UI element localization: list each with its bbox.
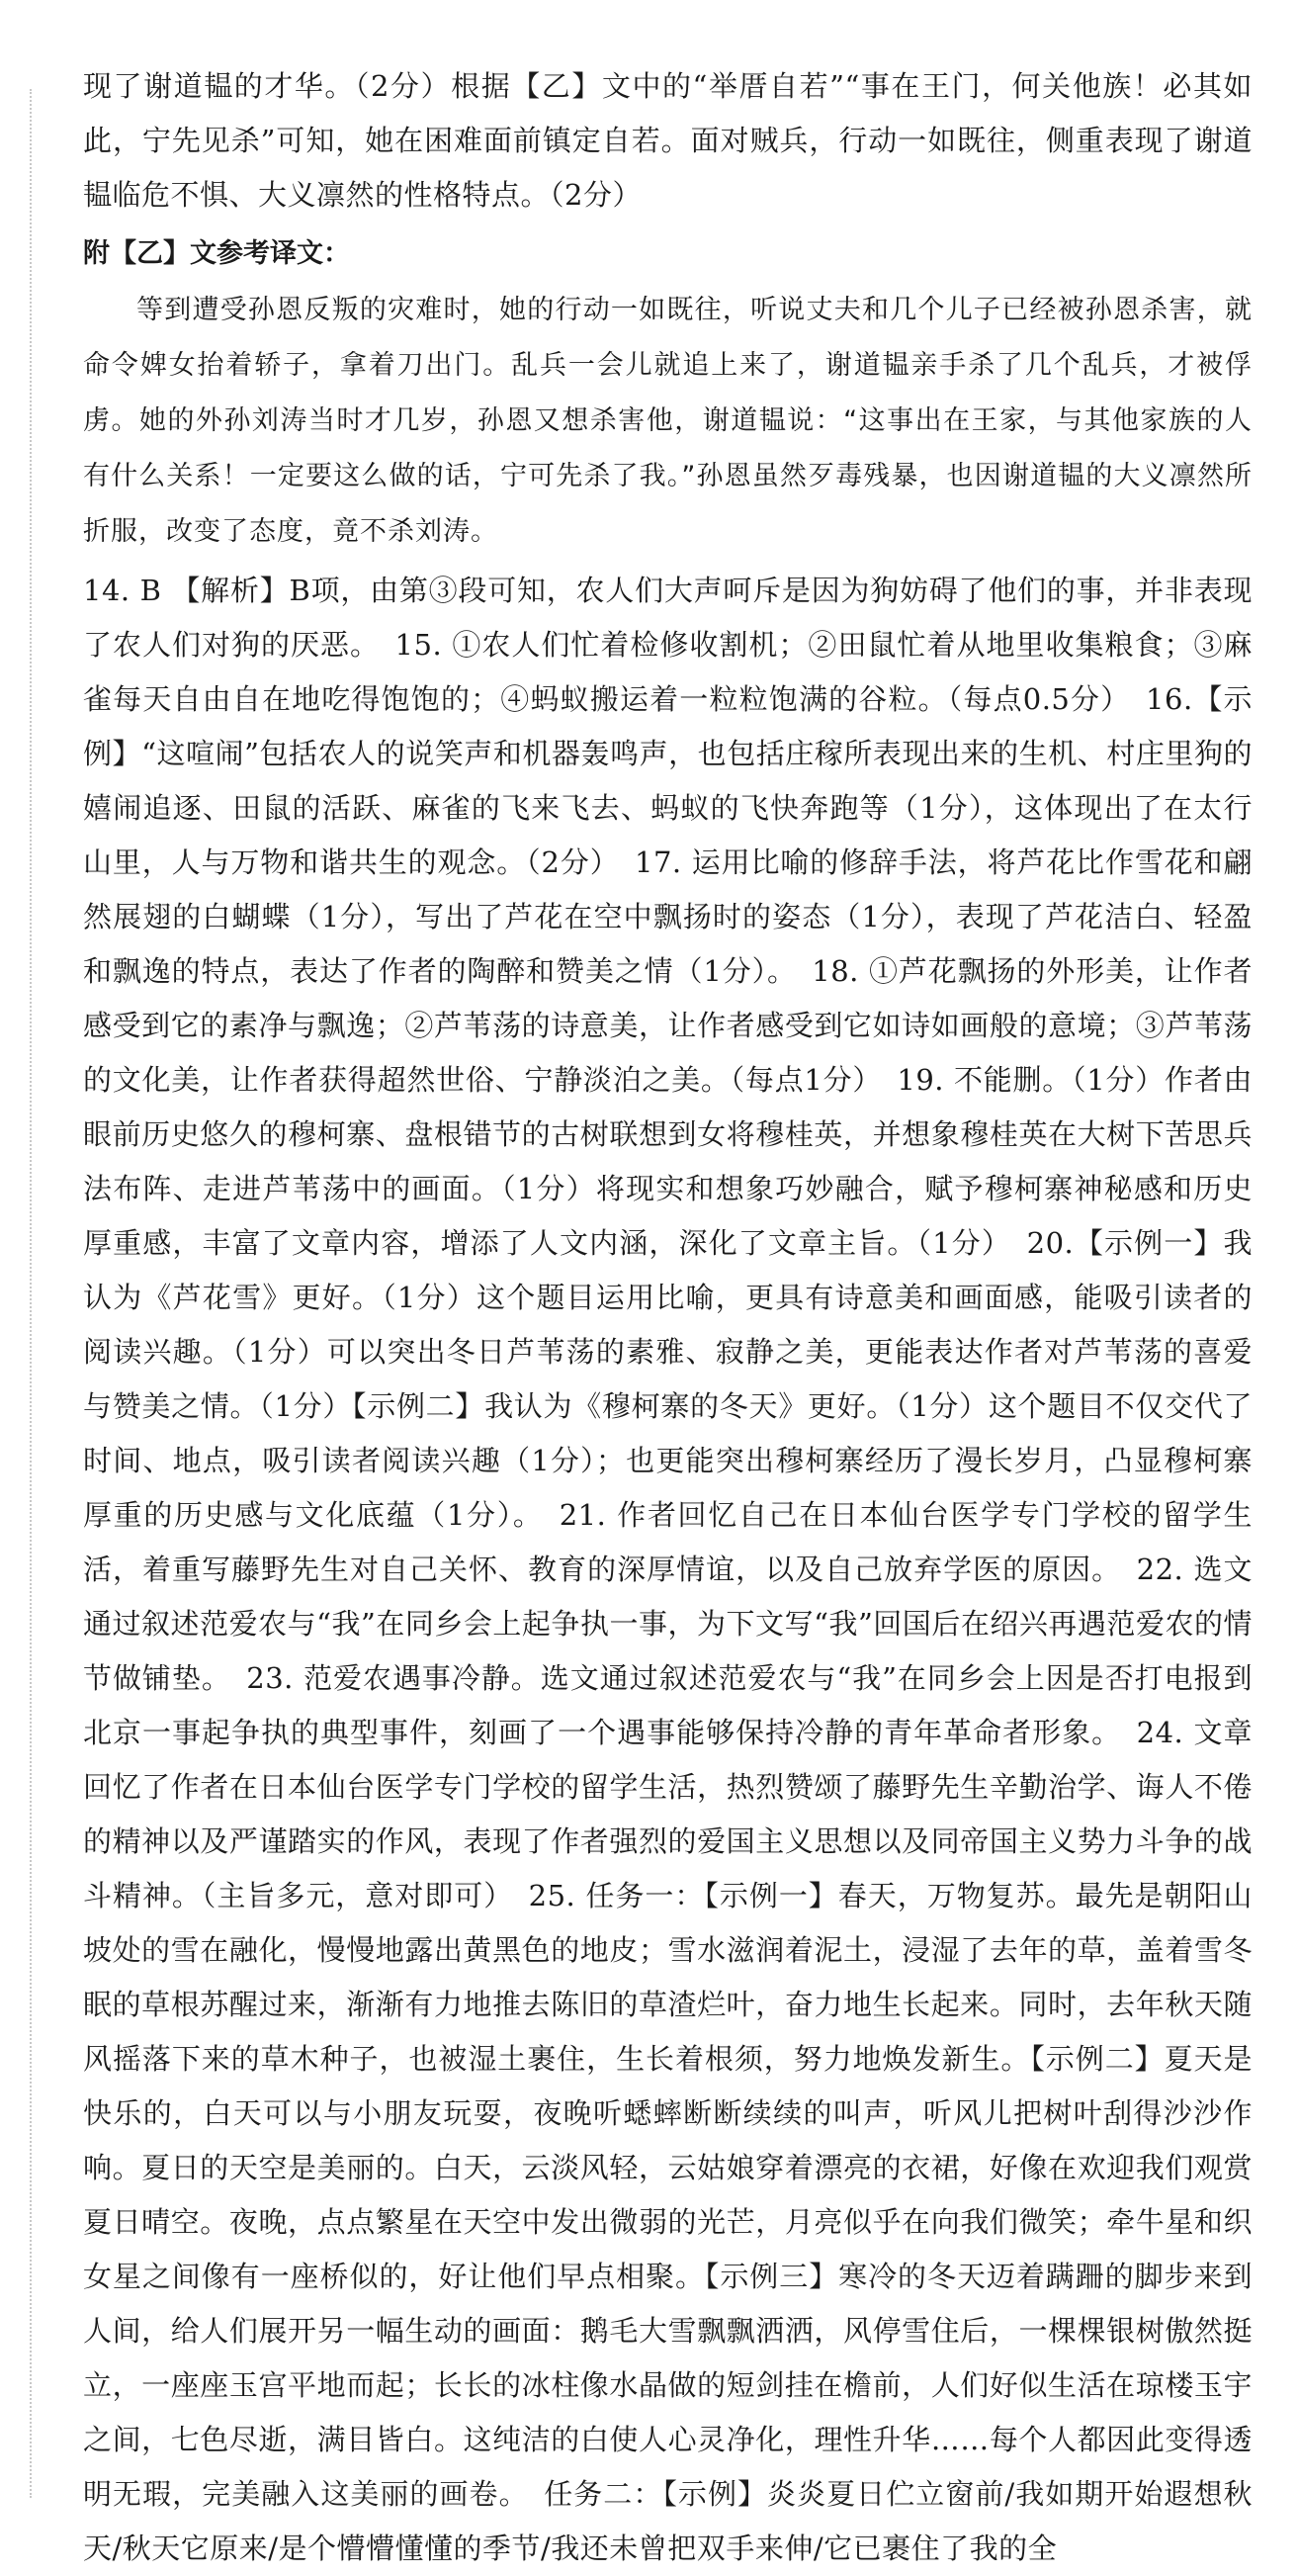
answer-key-page xyxy=(83,59,1253,2576)
page-margin-rule xyxy=(30,89,32,2498)
translation-heading: 附【乙】文参考译文： xyxy=(83,238,350,269)
section-a-analysis: 现了谢道韫的才华。（2分）根据【乙】文中的“举厝自若”“事在王门，何关他族！必其如此，宁先见杀”可知，她在困难面前镇定自若。面对贼兵，行动一如既往，侧重表现了谢道韫临危不惧、大义凛然的性格特点。（2分） xyxy=(83,69,1253,212)
answers-14-25: 14. B 【解析】B项，由第③段可知，农人们大声呵斥是因为狗妨碍了他们的事，并非表现了农人们对狗的厌恶。 15. ①农人们忙着检修收割机；②田鼠忙着从地里收集粮食；③麻雀每天自由自在地吃得饱饱的；④蚂蚁搬运着一粒粒饱满的谷粒。（每点0.5分） 16.【示例】“这喧闹”包括农人的说笑声和机器轰鸣声，也包括庄稼所表现出来的生机、村庄里狗的嬉闹追逐、田鼠的活跃、麻雀的飞来飞去、蚂蚁的飞快奔跑等（1分），这体现出了在太行山里，人与万物和谐共生的观念。（2分） 17. 运用比喻的修辞手法，将芦花比作雪花和翩然展翅的白蝴蝶（1分），写出了芦花在空中飘扬时的姿态（1分），表现了芦花洁白、轻盈和飘逸的特点，表达了作者的陶醉和赞美之情（1分）。 18. ①芦花飘扬的外形美，让作者感受到它的素净与飘逸；②芦苇荡的诗意美，让作者感受到它如诗如画般的意境；③芦苇荡的文化美，让作者获得超然世俗、宁静淡泊之美。（每点1分） 19. 不能删。（1分）作者由眼前历史悠久的穆柯寨、盘根错节的古树联想到女将穆桂英，并想象穆桂英在大树下苦思兵法布阵、走进芦苇荡中的画面。（1分）将现实和想象巧妙融合，赋予穆柯寨神秘感和历史厚重感，丰富了文章内容，增添了人文内涵，深化了文章主旨。（1分） 20.【示例一】我认为《芦花雪》更好。（1分）这个题目运用比喻，更具有诗意美和画面感，能吸引读者的阅读兴趣。（1分）可以突出冬日芦苇荡的素雅、寂静之美，更能表达作者对芦苇荡的喜爱与赞美之情。（1分）【示例二】我认为《穆柯寨的冬天》更好。（1分）这个题目不仅交代了时间、地点，吸引读者阅读兴趣（1分）；也更能突出穆柯寨经历了漫长岁月，凸显穆柯寨厚重的历史感与文化底蕴（1分）。 21. 作者回忆自己在日本仙台医学专门学校的留学生活，着重写藤野先生对自己关怀、教育的深厚情谊，以及自己放弃学医的原因。 22. 选文通过叙述范爱农与“我”在同乡会上起争执一事，为下文写“我”回国后在绍兴再遇范爱农的情节做铺垫。 23. 范爱农遇事冷静。选文通过叙述范爱农与“我”在同乡会上因是否打电报到北京一事起争执的典型事件，刻画了一个遇事能够保持冷静的青年革命者形象。 24. 文章回忆了作者在日本仙台医学专门学校的留学生活，热烈赞颂了藤野先生辛勤治学、诲人不倦的精神以及严谨踏实的作风，表现了作者强烈的爱国主义思想以及同帝国主义势力斗争的战斗精神。（主旨多元，意对即可） 25. 任务一：【示例一】春天，万物复苏。最先是朝阳山坡处的雪在融化，慢慢地露出黄黑色的地皮；雪水滋润着泥土，浸湿了去年的草，盖着雪冬眠的草根苏醒过来，渐渐有力地推去陈旧的草渣烂叶，奋力地生长起来。同时，去年秋天随风摇落下来的草木种子，也被湿土裹住，生长着根须，努力地焕发新生。【示例二】夏天是快乐的，白天可以与小朋友玩耍，夜晚听蟋蟀断断续续的叫声，听风儿把树叶刮得沙沙作响。夏日的天空是美丽的。白天，云淡风轻，云姑娘穿着漂亮的衣裙，好像在欢迎我们观赏夏日晴空。夜晚，点点繁星在天空中发出微弱的光芒，月亮似乎在向我们微笑；牵牛星和织女星之间像有一座桥似的，好让他们早点相聚。【示例三】寒冷的冬天迈着蹒跚的脚步来到人间，给人们展开另一幅生动的画面：鹅毛大雪飘飘洒洒，风停雪住后，一棵棵银树傲然挺立，一座座玉宫平地而起；长长的冰柱像水晶做的短剑挂在檐前，人们好似生活在琼楼玉宇之间，七色尽逝，满目皆白。这纯洁的白使人心灵净化，理性升华……每个人都因此变得透明无瑕，完美融入这美丽的画卷。 任务二：【示例】炎炎夏日伫立窗前/我如期开始遐想秋天/秋天它原来/是个懵懵懂懂的季节/我还未曾把双手来伸/它已裹住了我的全 xyxy=(83,574,1253,2565)
translation-text: 等到遭受孙恩反叛的灾难时，她的行动一如既往，听说丈夫和几个儿子已经被孙恩杀害，就命令婢女抬着轿子，拿着刀出门。乱兵一会儿就追上来了，谢道韫亲手杀了几个乱兵，才被俘虏。她的外孙刘涛当时才几岁，孙恩又想杀害他，谢道韫说：“这事出在王家，与其他家族的人有什么关系！一定要这么做的话，宁可先杀了我。”孙恩虽然歹毒残暴，也因谢道韫的大义凛然所折服，改变了态度，竟不杀刘涛。 xyxy=(83,295,1253,547)
